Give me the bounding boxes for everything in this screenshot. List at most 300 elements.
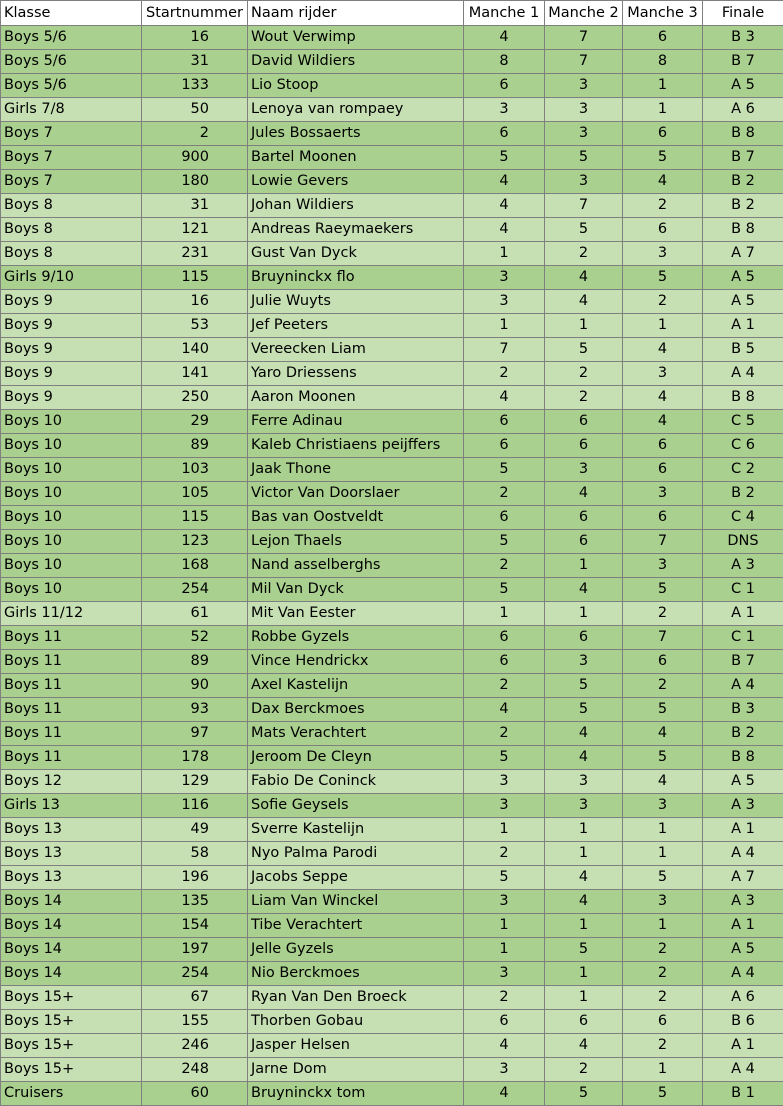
cell-manche-3[interactable]: 1	[623, 74, 703, 98]
cell-manche-1[interactable]: 3	[464, 266, 545, 290]
cell-startnummer[interactable]: 50	[142, 98, 248, 122]
cell-manche-1[interactable]: 5	[464, 578, 545, 602]
cell-manche-1[interactable]: 5	[464, 746, 545, 770]
cell-finale[interactable]: A 4	[703, 362, 783, 386]
cell-klasse[interactable]: Boys 9	[1, 386, 142, 410]
cell-manche-1[interactable]: 2	[464, 674, 545, 698]
cell-manche-3[interactable]: 1	[623, 98, 703, 122]
cell-klasse[interactable]: Boys 7	[1, 122, 142, 146]
cell-manche-3[interactable]: 3	[623, 482, 703, 506]
cell-klasse[interactable]: Boys 8	[1, 242, 142, 266]
header-manche-1[interactable]: Manche 1	[464, 1, 545, 26]
cell-manche-3[interactable]: 5	[623, 746, 703, 770]
cell-startnummer[interactable]: 31	[142, 50, 248, 74]
cell-startnummer[interactable]: 254	[142, 578, 248, 602]
cell-naam-rijder[interactable]: Jef Peeters	[248, 314, 464, 338]
cell-naam-rijder[interactable]: Nio Berckmoes	[248, 962, 464, 986]
cell-manche-2[interactable]: 3	[545, 794, 623, 818]
cell-finale[interactable]: B 5	[703, 338, 783, 362]
cell-finale[interactable]: DNS	[703, 530, 783, 554]
cell-finale[interactable]: A 3	[703, 554, 783, 578]
cell-klasse[interactable]: Boys 11	[1, 674, 142, 698]
cell-manche-1[interactable]: 4	[464, 194, 545, 218]
cell-startnummer[interactable]: 155	[142, 1010, 248, 1034]
cell-manche-3[interactable]: 6	[623, 1010, 703, 1034]
cell-manche-1[interactable]: 4	[464, 698, 545, 722]
cell-startnummer[interactable]: 197	[142, 938, 248, 962]
cell-finale[interactable]: A 4	[703, 1058, 783, 1082]
cell-finale[interactable]: B 6	[703, 1010, 783, 1034]
cell-manche-1[interactable]: 3	[464, 1058, 545, 1082]
cell-manche-1[interactable]: 3	[464, 962, 545, 986]
cell-manche-3[interactable]: 3	[623, 890, 703, 914]
cell-finale[interactable]: A 4	[703, 962, 783, 986]
cell-manche-2[interactable]: 4	[545, 890, 623, 914]
cell-finale[interactable]: C 1	[703, 626, 783, 650]
cell-klasse[interactable]: Boys 14	[1, 938, 142, 962]
cell-startnummer[interactable]: 254	[142, 962, 248, 986]
cell-startnummer[interactable]: 180	[142, 170, 248, 194]
cell-manche-1[interactable]: 5	[464, 458, 545, 482]
cell-manche-2[interactable]: 1	[545, 554, 623, 578]
cell-finale[interactable]: B 8	[703, 746, 783, 770]
cell-startnummer[interactable]: 115	[142, 266, 248, 290]
cell-manche-2[interactable]: 1	[545, 962, 623, 986]
header-klasse[interactable]: Klasse	[1, 1, 142, 26]
cell-naam-rijder[interactable]: Tibe Verachtert	[248, 914, 464, 938]
cell-manche-2[interactable]: 4	[545, 578, 623, 602]
cell-manche-2[interactable]: 4	[545, 722, 623, 746]
cell-manche-2[interactable]: 6	[545, 530, 623, 554]
cell-manche-2[interactable]: 6	[545, 410, 623, 434]
cell-finale[interactable]: A 6	[703, 986, 783, 1010]
cell-klasse[interactable]: Boys 15+	[1, 1034, 142, 1058]
cell-startnummer[interactable]: 90	[142, 674, 248, 698]
cell-startnummer[interactable]: 250	[142, 386, 248, 410]
cell-naam-rijder[interactable]: Yaro Driessens	[248, 362, 464, 386]
cell-naam-rijder[interactable]: Dax Berckmoes	[248, 698, 464, 722]
cell-manche-3[interactable]: 5	[623, 866, 703, 890]
cell-manche-1[interactable]: 6	[464, 122, 545, 146]
cell-naam-rijder[interactable]: Wout Verwimp	[248, 26, 464, 50]
cell-finale[interactable]: A 1	[703, 314, 783, 338]
cell-manche-3[interactable]: 6	[623, 506, 703, 530]
cell-naam-rijder[interactable]: Jeroom De Cleyn	[248, 746, 464, 770]
cell-finale[interactable]: A 1	[703, 914, 783, 938]
cell-manche-2[interactable]: 1	[545, 314, 623, 338]
cell-startnummer[interactable]: 89	[142, 434, 248, 458]
cell-startnummer[interactable]: 93	[142, 698, 248, 722]
cell-manche-3[interactable]: 1	[623, 1058, 703, 1082]
cell-naam-rijder[interactable]: Gust Van Dyck	[248, 242, 464, 266]
cell-startnummer[interactable]: 140	[142, 338, 248, 362]
cell-startnummer[interactable]: 97	[142, 722, 248, 746]
cell-naam-rijder[interactable]: Nand asselberghs	[248, 554, 464, 578]
cell-naam-rijder[interactable]: Jacobs Seppe	[248, 866, 464, 890]
cell-manche-3[interactable]: 1	[623, 818, 703, 842]
cell-klasse[interactable]: Boys 9	[1, 338, 142, 362]
cell-manche-3[interactable]: 5	[623, 578, 703, 602]
cell-naam-rijder[interactable]: Lio Stoop	[248, 74, 464, 98]
cell-manche-1[interactable]: 6	[464, 1010, 545, 1034]
cell-klasse[interactable]: Boys 5/6	[1, 50, 142, 74]
cell-manche-3[interactable]: 3	[623, 554, 703, 578]
cell-manche-1[interactable]: 1	[464, 914, 545, 938]
cell-manche-1[interactable]: 4	[464, 386, 545, 410]
cell-manche-3[interactable]: 4	[623, 338, 703, 362]
cell-klasse[interactable]: Boys 14	[1, 914, 142, 938]
cell-startnummer[interactable]: 135	[142, 890, 248, 914]
cell-manche-1[interactable]: 4	[464, 170, 545, 194]
cell-manche-3[interactable]: 2	[623, 194, 703, 218]
cell-manche-3[interactable]: 5	[623, 146, 703, 170]
cell-manche-3[interactable]: 4	[623, 770, 703, 794]
cell-manche-1[interactable]: 6	[464, 626, 545, 650]
cell-naam-rijder[interactable]: Aaron Moonen	[248, 386, 464, 410]
cell-klasse[interactable]: Boys 15+	[1, 1010, 142, 1034]
cell-manche-3[interactable]: 6	[623, 122, 703, 146]
cell-finale[interactable]: B 1	[703, 1082, 783, 1106]
cell-naam-rijder[interactable]: Lejon Thaels	[248, 530, 464, 554]
cell-naam-rijder[interactable]: Bartel Moonen	[248, 146, 464, 170]
cell-manche-3[interactable]: 1	[623, 914, 703, 938]
cell-naam-rijder[interactable]: Bruyninckx flo	[248, 266, 464, 290]
cell-manche-2[interactable]: 4	[545, 482, 623, 506]
cell-startnummer[interactable]: 116	[142, 794, 248, 818]
cell-finale[interactable]: A 5	[703, 770, 783, 794]
cell-finale[interactable]: C 4	[703, 506, 783, 530]
cell-finale[interactable]: B 7	[703, 50, 783, 74]
cell-finale[interactable]: A 3	[703, 890, 783, 914]
cell-naam-rijder[interactable]: Mit Van Eester	[248, 602, 464, 626]
cell-manche-3[interactable]: 2	[623, 290, 703, 314]
cell-klasse[interactable]: Boys 13	[1, 818, 142, 842]
cell-klasse[interactable]: Boys 14	[1, 890, 142, 914]
cell-klasse[interactable]: Boys 11	[1, 698, 142, 722]
header-manche-2[interactable]: Manche 2	[545, 1, 623, 26]
cell-finale[interactable]: A 7	[703, 242, 783, 266]
cell-naam-rijder[interactable]: Jarne Dom	[248, 1058, 464, 1082]
cell-naam-rijder[interactable]: Jaak Thone	[248, 458, 464, 482]
cell-startnummer[interactable]: 29	[142, 410, 248, 434]
cell-manche-3[interactable]: 2	[623, 938, 703, 962]
cell-finale[interactable]: B 2	[703, 194, 783, 218]
cell-manche-1[interactable]: 1	[464, 602, 545, 626]
cell-klasse[interactable]: Boys 11	[1, 746, 142, 770]
cell-startnummer[interactable]: 231	[142, 242, 248, 266]
cell-klasse[interactable]: Boys 11	[1, 722, 142, 746]
cell-manche-1[interactable]: 6	[464, 506, 545, 530]
cell-startnummer[interactable]: 58	[142, 842, 248, 866]
cell-klasse[interactable]: Boys 10	[1, 410, 142, 434]
cell-naam-rijder[interactable]: Lenoya van rompaey	[248, 98, 464, 122]
cell-naam-rijder[interactable]: Fabio De Coninck	[248, 770, 464, 794]
cell-manche-1[interactable]: 1	[464, 242, 545, 266]
cell-klasse[interactable]: Girls 7/8	[1, 98, 142, 122]
cell-manche-2[interactable]: 4	[545, 1034, 623, 1058]
cell-manche-1[interactable]: 2	[464, 554, 545, 578]
cell-manche-2[interactable]: 2	[545, 242, 623, 266]
cell-startnummer[interactable]: 89	[142, 650, 248, 674]
cell-startnummer[interactable]: 121	[142, 218, 248, 242]
cell-manche-3[interactable]: 5	[623, 266, 703, 290]
cell-naam-rijder[interactable]: Ryan Van Den Broeck	[248, 986, 464, 1010]
cell-finale[interactable]: C 5	[703, 410, 783, 434]
cell-klasse[interactable]: Boys 10	[1, 578, 142, 602]
cell-startnummer[interactable]: 141	[142, 362, 248, 386]
cell-manche-2[interactable]: 4	[545, 290, 623, 314]
cell-klasse[interactable]: Boys 13	[1, 842, 142, 866]
cell-startnummer[interactable]: 60	[142, 1082, 248, 1106]
cell-manche-1[interactable]: 2	[464, 722, 545, 746]
cell-manche-3[interactable]: 2	[623, 986, 703, 1010]
cell-manche-2[interactable]: 1	[545, 842, 623, 866]
cell-manche-2[interactable]: 1	[545, 818, 623, 842]
cell-manche-2[interactable]: 3	[545, 650, 623, 674]
cell-manche-2[interactable]: 5	[545, 146, 623, 170]
cell-manche-3[interactable]: 3	[623, 362, 703, 386]
cell-manche-1[interactable]: 4	[464, 1034, 545, 1058]
cell-naam-rijder[interactable]: Ferre Adinau	[248, 410, 464, 434]
cell-finale[interactable]: C 6	[703, 434, 783, 458]
cell-startnummer[interactable]: 67	[142, 986, 248, 1010]
cell-manche-3[interactable]: 4	[623, 722, 703, 746]
cell-manche-3[interactable]: 2	[623, 602, 703, 626]
cell-naam-rijder[interactable]: Jules Bossaerts	[248, 122, 464, 146]
cell-naam-rijder[interactable]: Kaleb Christiaens peijffers	[248, 434, 464, 458]
cell-manche-2[interactable]: 2	[545, 386, 623, 410]
cell-naam-rijder[interactable]: Liam Van Winckel	[248, 890, 464, 914]
cell-naam-rijder[interactable]: Bruyninckx tom	[248, 1082, 464, 1106]
cell-finale[interactable]: A 7	[703, 866, 783, 890]
cell-manche-2[interactable]: 6	[545, 506, 623, 530]
cell-naam-rijder[interactable]: Thorben Gobau	[248, 1010, 464, 1034]
cell-klasse[interactable]: Cruisers	[1, 1082, 142, 1106]
cell-startnummer[interactable]: 123	[142, 530, 248, 554]
cell-naam-rijder[interactable]: Robbe Gyzels	[248, 626, 464, 650]
cell-manche-1[interactable]: 3	[464, 290, 545, 314]
cell-manche-1[interactable]: 1	[464, 938, 545, 962]
cell-manche-1[interactable]: 2	[464, 362, 545, 386]
cell-finale[interactable]: B 3	[703, 698, 783, 722]
cell-finale[interactable]: B 2	[703, 170, 783, 194]
cell-naam-rijder[interactable]: Julie Wuyts	[248, 290, 464, 314]
cell-finale[interactable]: A 1	[703, 602, 783, 626]
cell-startnummer[interactable]: 52	[142, 626, 248, 650]
cell-naam-rijder[interactable]: Jasper Helsen	[248, 1034, 464, 1058]
cell-manche-2[interactable]: 4	[545, 866, 623, 890]
cell-naam-rijder[interactable]: Vince Hendrickx	[248, 650, 464, 674]
cell-manche-2[interactable]: 6	[545, 1010, 623, 1034]
header-startnummer[interactable]: Startnummer	[142, 1, 248, 26]
cell-klasse[interactable]: Boys 9	[1, 314, 142, 338]
cell-manche-2[interactable]: 5	[545, 698, 623, 722]
cell-startnummer[interactable]: 16	[142, 26, 248, 50]
cell-klasse[interactable]: Girls 13	[1, 794, 142, 818]
cell-manche-2[interactable]: 6	[545, 434, 623, 458]
cell-klasse[interactable]: Boys 10	[1, 506, 142, 530]
cell-klasse[interactable]: Boys 11	[1, 626, 142, 650]
cell-manche-2[interactable]: 1	[545, 986, 623, 1010]
header-manche-3[interactable]: Manche 3	[623, 1, 703, 26]
cell-manche-1[interactable]: 1	[464, 818, 545, 842]
cell-manche-3[interactable]: 8	[623, 50, 703, 74]
header-finale[interactable]: Finale	[703, 1, 783, 26]
cell-klasse[interactable]: Boys 15+	[1, 1058, 142, 1082]
cell-naam-rijder[interactable]: Mil Van Dyck	[248, 578, 464, 602]
cell-startnummer[interactable]: 178	[142, 746, 248, 770]
cell-startnummer[interactable]: 246	[142, 1034, 248, 1058]
cell-finale[interactable]: A 4	[703, 842, 783, 866]
cell-startnummer[interactable]: 49	[142, 818, 248, 842]
cell-manche-1[interactable]: 6	[464, 650, 545, 674]
cell-startnummer[interactable]: 53	[142, 314, 248, 338]
cell-naam-rijder[interactable]: Nyo Palma Parodi	[248, 842, 464, 866]
cell-startnummer[interactable]: 154	[142, 914, 248, 938]
cell-finale[interactable]: A 1	[703, 818, 783, 842]
cell-manche-3[interactable]: 2	[623, 1034, 703, 1058]
cell-manche-3[interactable]: 5	[623, 1082, 703, 1106]
cell-manche-1[interactable]: 5	[464, 866, 545, 890]
cell-manche-2[interactable]: 1	[545, 602, 623, 626]
cell-klasse[interactable]: Boys 10	[1, 482, 142, 506]
cell-manche-1[interactable]: 2	[464, 482, 545, 506]
header-naam-rijder[interactable]: Naam rijder	[248, 1, 464, 26]
cell-klasse[interactable]: Boys 11	[1, 650, 142, 674]
cell-manche-1[interactable]: 8	[464, 50, 545, 74]
cell-klasse[interactable]: Boys 10	[1, 530, 142, 554]
cell-manche-3[interactable]: 7	[623, 626, 703, 650]
cell-klasse[interactable]: Girls 11/12	[1, 602, 142, 626]
cell-manche-1[interactable]: 3	[464, 794, 545, 818]
cell-manche-2[interactable]: 5	[545, 1082, 623, 1106]
cell-finale[interactable]: A 6	[703, 98, 783, 122]
cell-klasse[interactable]: Boys 12	[1, 770, 142, 794]
cell-naam-rijder[interactable]: Johan Wildiers	[248, 194, 464, 218]
cell-finale[interactable]: C 1	[703, 578, 783, 602]
cell-startnummer[interactable]: 900	[142, 146, 248, 170]
cell-klasse[interactable]: Boys 9	[1, 362, 142, 386]
cell-finale[interactable]: B 8	[703, 218, 783, 242]
cell-startnummer[interactable]: 196	[142, 866, 248, 890]
cell-finale[interactable]: A 5	[703, 938, 783, 962]
cell-manche-2[interactable]: 3	[545, 122, 623, 146]
cell-startnummer[interactable]: 61	[142, 602, 248, 626]
cell-manche-3[interactable]: 1	[623, 842, 703, 866]
cell-manche-2[interactable]: 3	[545, 770, 623, 794]
cell-naam-rijder[interactable]: Sverre Kastelijn	[248, 818, 464, 842]
cell-manche-2[interactable]: 5	[545, 674, 623, 698]
cell-klasse[interactable]: Boys 13	[1, 866, 142, 890]
cell-manche-2[interactable]: 4	[545, 266, 623, 290]
cell-startnummer[interactable]: 103	[142, 458, 248, 482]
cell-klasse[interactable]: Boys 5/6	[1, 26, 142, 50]
cell-manche-2[interactable]: 4	[545, 746, 623, 770]
cell-klasse[interactable]: Boys 15+	[1, 986, 142, 1010]
cell-startnummer[interactable]: 115	[142, 506, 248, 530]
cell-manche-3[interactable]: 6	[623, 218, 703, 242]
cell-manche-1[interactable]: 5	[464, 530, 545, 554]
cell-manche-2[interactable]: 5	[545, 338, 623, 362]
cell-naam-rijder[interactable]: Bas van Oostveldt	[248, 506, 464, 530]
cell-finale[interactable]: B 7	[703, 146, 783, 170]
cell-manche-2[interactable]: 3	[545, 74, 623, 98]
cell-klasse[interactable]: Boys 14	[1, 962, 142, 986]
cell-manche-3[interactable]: 3	[623, 794, 703, 818]
cell-startnummer[interactable]: 129	[142, 770, 248, 794]
cell-finale[interactable]: C 2	[703, 458, 783, 482]
cell-klasse[interactable]: Boys 7	[1, 146, 142, 170]
cell-manche-3[interactable]: 2	[623, 962, 703, 986]
cell-manche-1[interactable]: 4	[464, 1082, 545, 1106]
cell-manche-1[interactable]: 3	[464, 98, 545, 122]
cell-klasse[interactable]: Boys 10	[1, 434, 142, 458]
cell-klasse[interactable]: Boys 10	[1, 554, 142, 578]
cell-manche-2[interactable]: 7	[545, 26, 623, 50]
cell-finale[interactable]: A 5	[703, 290, 783, 314]
cell-naam-rijder[interactable]: David Wildiers	[248, 50, 464, 74]
cell-finale[interactable]: A 5	[703, 74, 783, 98]
cell-manche-2[interactable]: 3	[545, 458, 623, 482]
cell-naam-rijder[interactable]: Jelle Gyzels	[248, 938, 464, 962]
cell-manche-1[interactable]: 3	[464, 770, 545, 794]
cell-finale[interactable]: B 3	[703, 26, 783, 50]
cell-finale[interactable]: A 4	[703, 674, 783, 698]
cell-finale[interactable]: A 3	[703, 794, 783, 818]
cell-startnummer[interactable]: 31	[142, 194, 248, 218]
cell-startnummer[interactable]: 105	[142, 482, 248, 506]
cell-manche-1[interactable]: 4	[464, 218, 545, 242]
cell-startnummer[interactable]: 16	[142, 290, 248, 314]
cell-manche-1[interactable]: 3	[464, 890, 545, 914]
cell-manche-3[interactable]: 4	[623, 170, 703, 194]
cell-manche-2[interactable]: 3	[545, 98, 623, 122]
cell-manche-1[interactable]: 5	[464, 146, 545, 170]
cell-manche-3[interactable]: 5	[623, 698, 703, 722]
cell-manche-3[interactable]: 3	[623, 242, 703, 266]
cell-startnummer[interactable]: 2	[142, 122, 248, 146]
cell-naam-rijder[interactable]: Andreas Raeymaekers	[248, 218, 464, 242]
cell-manche-3[interactable]: 4	[623, 410, 703, 434]
cell-finale[interactable]: B 2	[703, 722, 783, 746]
cell-naam-rijder[interactable]: Vereecken Liam	[248, 338, 464, 362]
cell-klasse[interactable]: Boys 9	[1, 290, 142, 314]
cell-startnummer[interactable]: 168	[142, 554, 248, 578]
cell-manche-2[interactable]: 3	[545, 170, 623, 194]
cell-manche-1[interactable]: 6	[464, 74, 545, 98]
cell-manche-1[interactable]: 6	[464, 434, 545, 458]
cell-naam-rijder[interactable]: Mats Verachtert	[248, 722, 464, 746]
cell-manche-1[interactable]: 2	[464, 842, 545, 866]
cell-finale[interactable]: B 2	[703, 482, 783, 506]
cell-finale[interactable]: A 5	[703, 266, 783, 290]
cell-naam-rijder[interactable]: Lowie Gevers	[248, 170, 464, 194]
cell-startnummer[interactable]: 248	[142, 1058, 248, 1082]
cell-manche-2[interactable]: 7	[545, 50, 623, 74]
cell-manche-3[interactable]: 2	[623, 674, 703, 698]
cell-finale[interactable]: A 1	[703, 1034, 783, 1058]
cell-manche-3[interactable]: 7	[623, 530, 703, 554]
cell-manche-2[interactable]: 7	[545, 194, 623, 218]
cell-manche-3[interactable]: 4	[623, 386, 703, 410]
cell-manche-3[interactable]: 6	[623, 650, 703, 674]
cell-manche-1[interactable]: 4	[464, 26, 545, 50]
cell-finale[interactable]: B 8	[703, 122, 783, 146]
cell-naam-rijder[interactable]: Sofie Geysels	[248, 794, 464, 818]
cell-manche-3[interactable]: 1	[623, 314, 703, 338]
cell-klasse[interactable]: Boys 5/6	[1, 74, 142, 98]
cell-manche-3[interactable]: 6	[623, 26, 703, 50]
